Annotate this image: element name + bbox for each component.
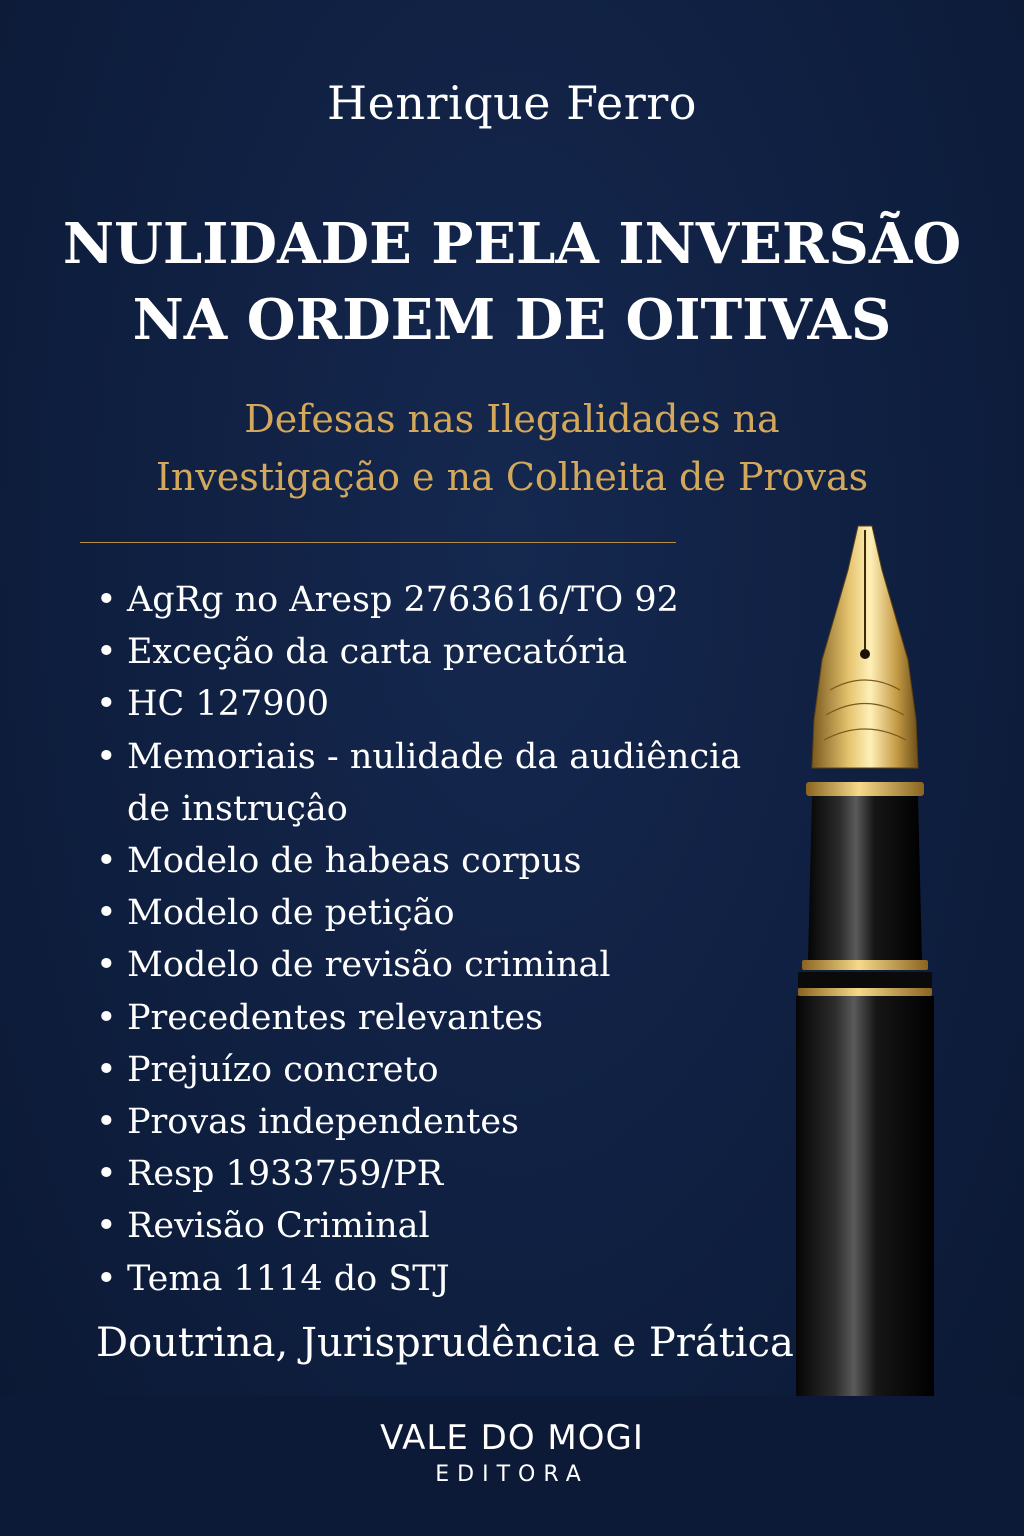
topic-text: AgRg no Aresp 2763616/TO 92 <box>127 580 679 620</box>
bullet-icon: • <box>96 1258 117 1299</box>
bullet-icon: • <box>96 580 117 620</box>
tagline: Doutrina, Jurisprudência e Prática <box>96 1320 794 1366</box>
list-item <box>94 626 794 678</box>
bullet-icon: • <box>96 945 117 986</box>
bullet-icon: • <box>96 841 117 882</box>
gold-divider <box>80 542 676 543</box>
publisher-subtitle: EDITORA <box>435 1462 589 1487</box>
bullet-icon: • <box>96 1154 117 1195</box>
list-item <box>94 835 794 887</box>
list-item <box>94 1044 794 1096</box>
topic-text: Resp 1933759/PR <box>127 1154 444 1195</box>
bullet-icon: • <box>96 893 117 934</box>
bullet-icon: • <box>96 736 117 777</box>
bullet-icon: • <box>96 1102 117 1143</box>
topic-text: Precedentes relevantes <box>127 997 544 1038</box>
list-item <box>94 1096 794 1148</box>
topic-text: Modelo de habeas corpus <box>127 841 582 882</box>
list-item <box>94 1200 794 1252</box>
topic-text: Revisão Criminal <box>127 1206 430 1247</box>
subtitle-line-2: Investigação e na Colheita de Provas <box>155 455 869 499</box>
topic-text: Modelo de petição <box>127 893 455 934</box>
list-item <box>94 939 794 991</box>
fountain-pen-icon <box>790 520 940 1400</box>
list-item <box>94 574 794 626</box>
topic-text: Exceção da carta precatória <box>127 632 628 673</box>
subtitle-line-1: Defesas nas Ilegalidades na <box>244 397 780 441</box>
list-item <box>94 1148 794 1200</box>
list-item <box>94 992 794 1044</box>
bullet-icon: • <box>96 1206 117 1247</box>
list-item <box>94 678 794 730</box>
title-line-1: NULIDADE PELA INVERSÃO <box>62 211 962 277</box>
bullet-icon: • <box>96 1049 117 1090</box>
book-title <box>0 206 1024 358</box>
topic-text: Modelo de revisão criminal <box>127 945 611 986</box>
topic-text: Memoriais - nulidade da audiência <box>127 736 742 777</box>
bullet-icon: • <box>96 684 117 725</box>
topic-text: Tema 1114 do STJ <box>127 1258 450 1299</box>
topic-text-continuation: de instruçâo <box>127 788 348 829</box>
list-item <box>94 1253 794 1305</box>
book-subtitle <box>0 390 1024 506</box>
topic-text: Provas independentes <box>127 1102 519 1143</box>
list-item <box>94 731 794 835</box>
author-name: Henrique Ferro <box>327 76 697 130</box>
bullet-icon: • <box>96 997 117 1038</box>
topic-text: Prejuízo concreto <box>127 1049 439 1090</box>
topic-list <box>94 574 794 1305</box>
topic-text: HC 127900 <box>127 684 330 725</box>
title-line-2: NA ORDEM DE OITIVAS <box>132 287 892 353</box>
list-item <box>94 887 794 939</box>
bullet-icon: • <box>96 632 117 673</box>
publisher-name: VALE DO MOGI <box>380 1418 644 1458</box>
